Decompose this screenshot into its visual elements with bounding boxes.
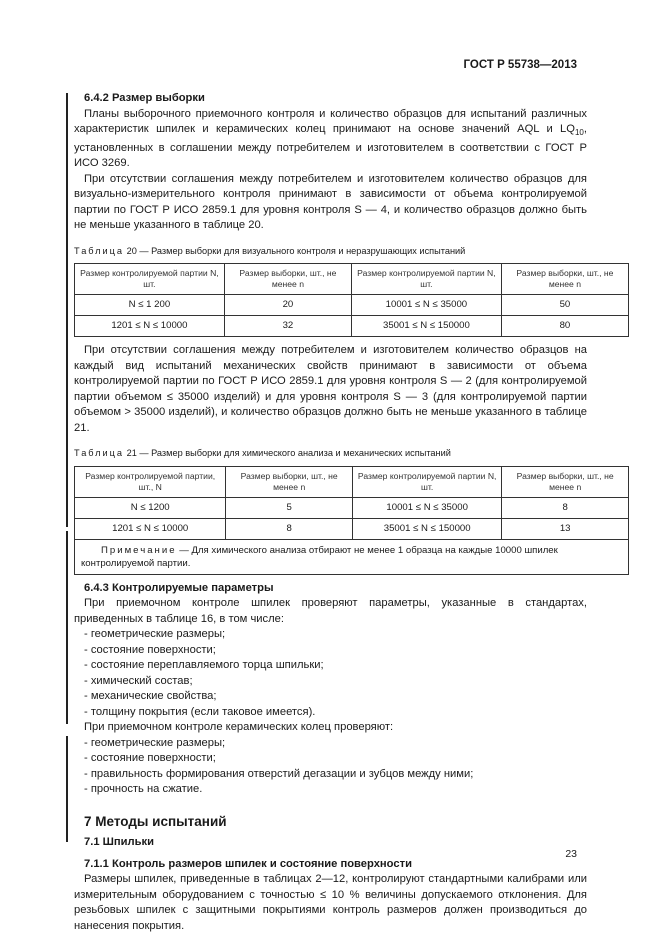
table-21 bbox=[74, 466, 629, 575]
table-cell: 20 bbox=[224, 295, 351, 316]
table-cell: N ≤ 1200 bbox=[75, 497, 226, 518]
table-cell: 13 bbox=[502, 518, 629, 539]
paragraph: При отсутствии соглашения между потребителем и изготовителем количество образцов для визуально-измерительного контроля принимают в зависимости от объема контролируемой партии по ГОСТ Р ИСО 2859.1 для уровня контроля S — 4, и количество образцов должно быть не меньше указанного в таблице 20. bbox=[74, 172, 587, 232]
section-heading: 6.4.3 Контролируемые параметры bbox=[84, 581, 274, 594]
table-cell: 80 bbox=[501, 316, 628, 337]
list-item: - состояние переплавляемого торца шпильки; bbox=[84, 659, 324, 672]
list-item: - прочность на сжатие. bbox=[84, 783, 203, 796]
table-header: Размер контролируемой партии N, шт. bbox=[75, 264, 225, 295]
table-row bbox=[75, 518, 629, 539]
table-header: Размер выборки, шт., не менее n bbox=[226, 466, 353, 497]
section-title: 7 Методы испытаний bbox=[84, 813, 227, 829]
table-cell: 10001 ≤ N ≤ 35000 bbox=[353, 497, 502, 518]
table-header: Размер контролируемой партии, шт., N bbox=[75, 466, 226, 497]
table-header: Размер контролируемой партии N, шт. bbox=[353, 466, 502, 497]
table-cell: 8 bbox=[226, 518, 353, 539]
list-item: - состояние поверхности; bbox=[84, 752, 216, 765]
paragraph: Размеры шпилек, приведенные в таблицах 2—12, контролируют стандартными калибрами или измерительным оборудованием с точностью ≤ 10 % величины допускаемого отклонения. Для резьбовых шпилек с защитными покрытиями контроль размеров должен производиться до нанесения покрытия. bbox=[74, 873, 587, 932]
page-body bbox=[74, 91, 614, 934]
section-heading: 6.4.2 Размер выборки bbox=[84, 92, 205, 104]
table-cell: 1201 ≤ N ≤ 10000 bbox=[75, 518, 226, 539]
list bbox=[74, 736, 587, 798]
list-item: - геометрические размеры; bbox=[84, 736, 226, 749]
change-bar bbox=[66, 531, 68, 724]
document-header: ГОСТ Р 55738—2013 bbox=[463, 59, 577, 71]
table-cell: 35001 ≤ N ≤ 150000 bbox=[351, 316, 501, 337]
table-cell: 5 bbox=[226, 497, 353, 518]
paragraph: При приемочном контроле керамических колец проверяют: bbox=[84, 721, 394, 734]
change-bar bbox=[66, 736, 68, 842]
table-cell: 32 bbox=[224, 316, 351, 337]
table-cell: 35001 ≤ N ≤ 150000 bbox=[353, 518, 502, 539]
paragraph: При приемочном контроле шпилек проверяют параметры, указанные в стандартах, приведенных в таблице 16, в том числе: bbox=[74, 597, 587, 625]
table-header: Размер выборки, шт., не менее n bbox=[501, 264, 628, 295]
table-cell: N ≤ 1 200 bbox=[75, 295, 225, 316]
table-note: Примечание — Для химического анализа отбирают не менее 1 образца на каждые 10000 шпилек контролируемой партии. bbox=[75, 539, 629, 574]
list-item: - правильность формирования отверстий дегазации и зубцов между ними; bbox=[84, 767, 474, 780]
table-cell: 8 bbox=[502, 497, 629, 518]
table-header: Размер выборки, шт., не менее n bbox=[224, 264, 351, 295]
table-caption: Таблица 20 — Размер выборки для визуального контроля и неразрушающих испытаний bbox=[74, 245, 466, 256]
subsection-heading: 7.1 Шпильки bbox=[84, 836, 154, 849]
table-row bbox=[75, 295, 629, 316]
table-header: Размер выборки, шт., не менее n bbox=[502, 466, 629, 497]
list-item: - толщину покрытия (если таковое имеется). bbox=[84, 705, 316, 718]
list-item: - химический состав; bbox=[84, 674, 193, 687]
change-bar bbox=[66, 93, 68, 527]
table-cell: 10001 ≤ N ≤ 35000 bbox=[351, 295, 501, 316]
subsection-heading: 7.1.1 Контроль размеров шпилек и состояние поверхности bbox=[84, 857, 412, 870]
list-item: - геометрические размеры; bbox=[84, 628, 226, 641]
table-cell: 50 bbox=[501, 295, 628, 316]
table-cell: 1201 ≤ N ≤ 10000 bbox=[75, 316, 225, 337]
list-item: - механические свойства; bbox=[84, 690, 217, 703]
table-caption: Таблица 21 — Размер выборки для химического анализа и механических испытаний bbox=[74, 448, 451, 459]
page-number: 23 bbox=[565, 848, 577, 860]
table-row bbox=[75, 497, 629, 518]
paragraph: Планы выборочного приемочного контроля и количество образцов для испытаний различных характеристик шпилек и керамических колец принимают на основе значений AQL и $LQ_{10}$, установленных в соглашении между потребителем и изготовителем в соответствии с ГОСТ Р ИСО 3269. bbox=[74, 107, 587, 170]
list-item: - состояние поверхности; bbox=[84, 643, 216, 656]
list bbox=[74, 627, 587, 720]
table-header: Размер контролируемой партии N, шт. bbox=[351, 264, 501, 295]
paragraph: При отсутствии соглашения между потребителем и изготовителем количество образцов на каждый вид испытаний механических свойств принимают в зависимости от объема контролируемой партии по ГОСТ Р ИСО 2859.1 для уровня контроля S — 2 (для контролируемой партии объемом ≤ 35000 изделий) и для уровня контроля S — 3 (для контролируемой партии объемом > 35000 изделий), и количество образцов должно быть не меньше указанного в таблице 21. bbox=[74, 344, 587, 434]
table-20 bbox=[74, 263, 629, 337]
table-row bbox=[75, 316, 629, 337]
